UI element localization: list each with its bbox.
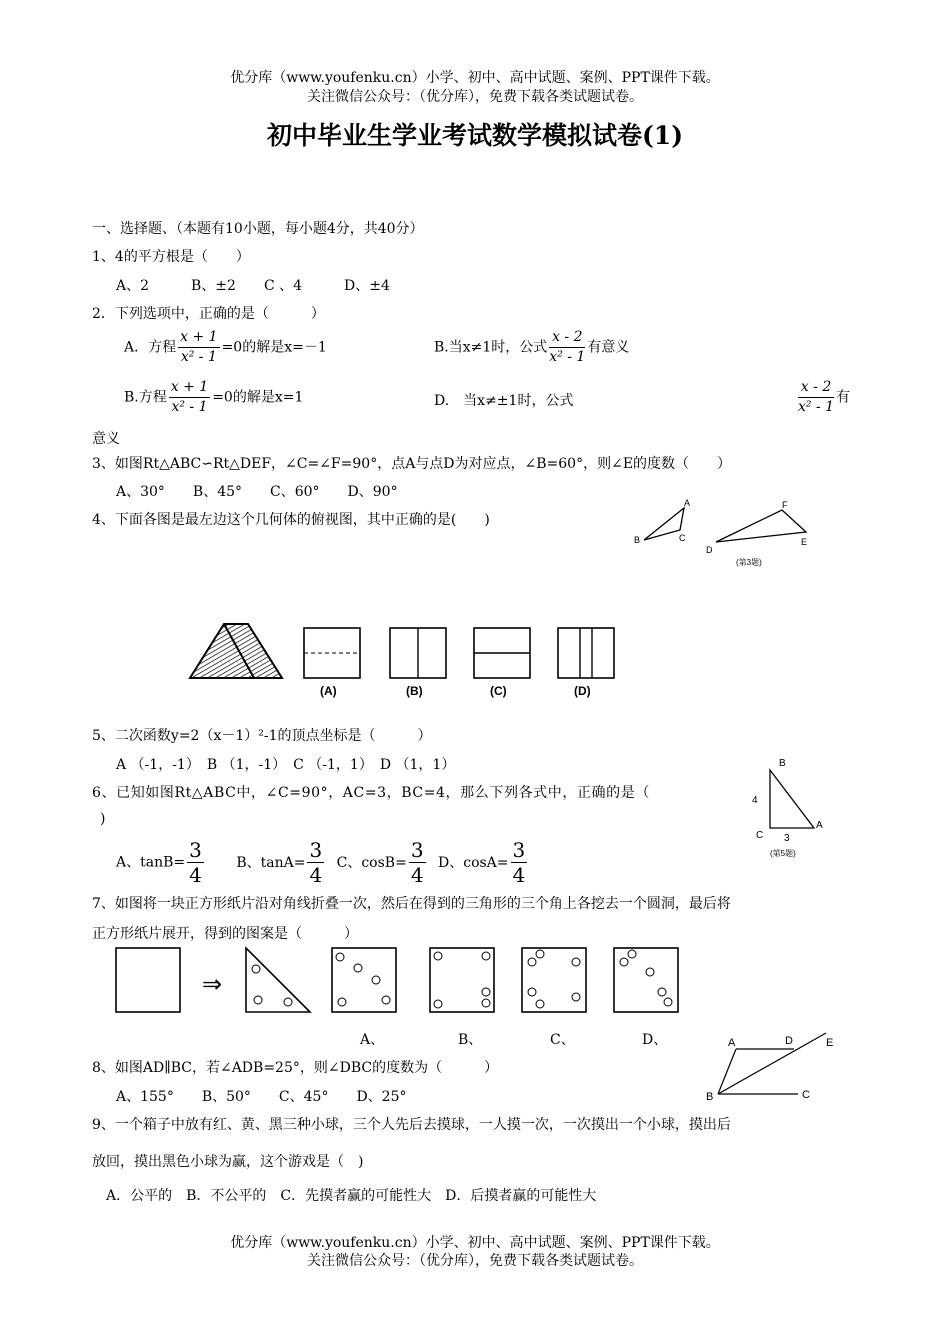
option-d-view [558, 628, 614, 678]
question-2-stem: 2．下列选项中，正确的是（ ） [92, 306, 325, 322]
question-3-stem: 3、如图Rt△ABC∽Rt△DEF，∠C=∠F=90°，点A与点D为对应点，∠B=60°，则∠E的度数（ ） [92, 456, 732, 472]
question-8-stem: 8、如图AD∥BC，若∠ADB=25°，则∠DBC的度数为（ ） [92, 1060, 499, 1076]
question-6-stem-cont: ) [100, 811, 106, 827]
option-d-label: D、 [642, 1032, 668, 1048]
option-a-label: A、 [360, 1032, 385, 1048]
line-ab [718, 1049, 736, 1094]
paper-folding-figure [110, 942, 700, 1018]
fraction-b2: $\frac{x + 1}{\text{x² - 1}}$ [170, 379, 209, 415]
label-e: E [826, 1037, 834, 1049]
label-c: C [756, 830, 764, 841]
option-b-pattern [430, 948, 494, 1012]
fraction-a: $\frac{x + 1}{\text{x² - 1}}$ [180, 329, 218, 365]
arrow-icon: ⇒ [202, 971, 223, 998]
side-bc-length: 4 [752, 795, 758, 806]
question-8-options: A、155° B、50° C、45° D、25° [116, 1089, 407, 1105]
question-2-tail: 意义 [92, 431, 120, 447]
label-b: B [706, 1091, 714, 1103]
label-a: A [728, 1037, 736, 1049]
question-1-options: A、2 B、±2 C 、4 D、±4 [116, 278, 390, 294]
label-c: C [802, 1089, 810, 1101]
question-2-option-d-fraction: $\frac{x - 2}{\text{x² - 1}}$ 有 [798, 379, 851, 415]
label-d: D [785, 1035, 793, 1047]
figure-caption: (第5题) [770, 849, 796, 858]
footer-line-2: 关注微信公众号：（优分库），免费下载各类试题试卷。 [307, 1253, 643, 1269]
side-ca-length: 3 [784, 833, 790, 844]
header-line-2: 关注微信公众号：（优分库），免费下载各类试题试卷。 [307, 89, 643, 105]
question-6-options: A、tanB= $\frac{3}{4}$ B、tanA= $\frac{3}{4}$ C、cosB= $\frac{3}{4}$ D、cosA= $\frac{3}{4}$ [116, 838, 526, 887]
label-a: A [684, 498, 691, 508]
option-c-label: (C) [490, 684, 507, 698]
square-paper [116, 948, 180, 1012]
question-7-stem: 7、如图将一块正方形纸片沿对角线折叠一次，然后在得到的三角形的三个角上各挖去一个圆洞，最后将 [92, 896, 731, 912]
fraction-b1: $\frac{x - 2}{\text{x² - 1}}$ [549, 329, 586, 365]
question-3-options: A、30° B、45° C、60° D、90° [116, 484, 398, 500]
option-d-label: (D) [574, 684, 591, 698]
question-2-option-d: D. 当x≠±1时，公式 [434, 393, 574, 409]
triangle-figure-q3 [630, 494, 820, 574]
folded-triangle [246, 948, 310, 1012]
option-b-label: B、 [458, 1032, 483, 1048]
label-a: A [816, 820, 823, 831]
option-b-label: (B) [406, 684, 423, 698]
header-line-1: 优分库（www.youfenku.cn）小学、初中、高中试题、案例、PPT课件下载。 [230, 70, 720, 86]
question-2-option-b1: B.当x≠1时，公式 $\frac{x - 2}{\text{x² - 1}}$ 有意义 [434, 329, 630, 365]
question-1-stem: 1、4的平方根是（ ） [92, 249, 250, 265]
triangle-def [716, 510, 806, 542]
solid-figure [190, 624, 282, 678]
question-4-stem: 4、下面各图是最左边这个几何体的俯视图，其中正确的是( ) [92, 512, 490, 528]
question-2-option-b2: B.方程 $\frac{x + 1}{\text{x² - 1}}$ =0的解是x=1 [124, 379, 304, 415]
question-2-option-a: A．方程 $\frac{x + 1}{\text{x² - 1}}$ =0的解是x=－1 [124, 329, 327, 365]
triangle-abc [770, 770, 814, 828]
figure-caption: (第3题) [736, 558, 762, 567]
geometry-views-figure [186, 616, 626, 700]
label-e: E [801, 537, 808, 547]
option-a-pattern [332, 948, 396, 1012]
question-9-options: A．公平的 B．不公平的 C．先摸者赢的可能性大 D．后摸者赢的可能性大 [106, 1188, 597, 1204]
option-c-label: C、 [550, 1032, 575, 1048]
question-7-stem-cont: 正方形纸片展开，得到的图案是（ ） [92, 926, 358, 942]
footer-line-1: 优分库（www.youfenku.cn）小学、初中、高中试题、案例、PPT课件下载。 [230, 1235, 720, 1251]
question-5-stem: 5、二次函数y=2（x－1）²-1的顶点坐标是（ ） [92, 728, 432, 744]
question-5-options: A （-1，-1） B （1，-1） C （-1，1） D （1，1） [116, 757, 456, 773]
question-6-stem: 6、已知如图Rt△ABC中，∠C=90°，AC=3，BC=4，那么下列各式中，正确的是（ [92, 785, 650, 801]
section-heading: 一、选择题、（本题有10小题，每小题4分，共40分） [92, 221, 424, 237]
label-d: D [706, 545, 713, 555]
question-9-stem: 9、一个箱子中放有红、黄、黑三种小球，三个人先后去摸球，一人摸一次，一次摸出一个小球，摸出后 [92, 1117, 731, 1133]
page-title: 初中毕业生学业考试数学模拟试卷(1) [266, 121, 684, 150]
parallel-lines-figure [700, 1028, 850, 1106]
label-b: B [779, 758, 786, 769]
triangle-abc [644, 508, 684, 540]
fraction-d: $\frac{x - 2}{\text{x² - 1}}$ [798, 379, 835, 415]
right-triangle-figure-q6 [748, 752, 838, 864]
label-b: B [634, 535, 641, 545]
option-a-label: (A) [320, 684, 337, 698]
label-f: F [782, 500, 788, 510]
question-9-stem-cont: 放回，摸出黑色小球为赢，这个游戏是（ ) [92, 1154, 364, 1170]
label-c: C [679, 533, 686, 543]
